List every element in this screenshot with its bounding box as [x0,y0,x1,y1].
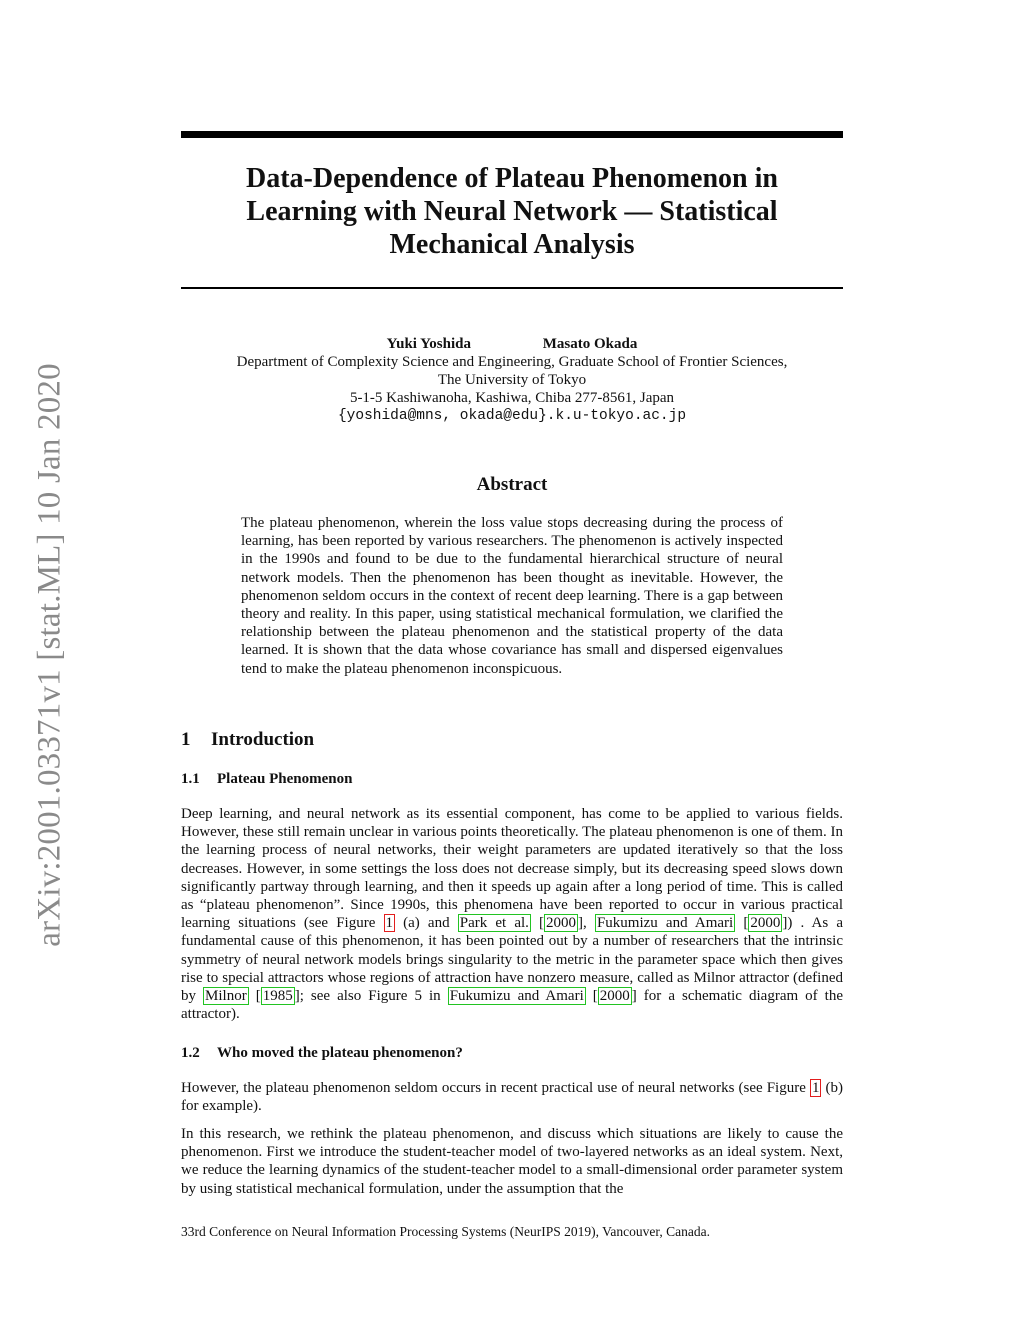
subsection-number: 1.2 [181,1045,200,1061]
citation-year-link[interactable]: 2000 [750,915,781,932]
intro-paragraph [181,805,843,1023]
title-line: Learning with Neural Network — Statistical [246,196,778,227]
subsection-heading [181,771,352,788]
title-line: Mechanical Analysis [389,229,635,260]
text-run: Deep learning, and neural network as its essential component, has come to be applied to various fields. However, these still remain unclear in various points theoretically. The plateau phenomenon is one of them. In the learning process of neural networks, their weight parameters are updated iteratively so that the loss decreases. However, in some settings the loss does not decrease simply, but its decreasing speed slows down significantly partway through learning, and then it speeds up again after a long period of time. This is called as “plateau phenomenon”. Since 1990s, this phenomena have been reported to occur in various practical learning situations (see Figure [181,806,843,932]
abstract-text: The plateau phenomenon, wherein the loss value stops decreasing during the process of learning, has been reported by various researchers. The phenomenon is actively inspected in the 1990s and found to be due to the fundamental hierarchical structure of neural network models. Then the phenomenon has been thought as inevitable. However, the phenomenon seldom occurs in the context of recent deep learning. There is a gap between theory and reality. In this paper, using statistical mechanical formulation, we clarified the relationship between the plateau phenomenon and the statistical property of the data learned. It is shown that the data whose covariance has small and dispersed eigenvalues tend to make the plateau phenomenon inconspicuous. [241,515,783,677]
author-names [181,335,843,353]
body-paragraph: In this research, we rethink the plateau phenomenon, and discuss which situations are likely to cause the phenomenon. First we introduce the student-teacher model of two-layered networks as an ideal system. Next, we reduce the learning dynamics of the student-teacher model to a small-dimensional order parameter system by using statistical mechanical formulation, under the assumption that the [181,1126,843,1197]
author-name: Yuki Yoshida [386,336,472,352]
author-block [181,335,843,425]
title-top-rule [181,131,843,138]
citation-link[interactable]: Milnor [205,988,247,1005]
title-bottom-rule [181,287,843,289]
text-run: [ [585,988,598,1005]
text-run: [ [735,915,749,932]
subsection-title: Who moved the plateau phenomenon? [217,1045,463,1061]
address: 5-1-5 Kashiwanoha, Kashiwa, Chiba 277-8561, Japan [349,390,675,406]
section-number: 1 [181,729,191,750]
citation-year-link[interactable]: 1985 [262,988,293,1005]
conference-footnote: 33rd Conference on Neural Information Processing Systems (NeurIPS 2019), Vancouver, Canada. [181,1224,710,1239]
title-line: Data-Dependence of Plateau Phenomenon in [246,163,778,194]
citation-link[interactable]: Fukumizu and Amari [449,988,584,1005]
citation-year-link[interactable]: 2000 [546,915,577,932]
text-run: (a) and [395,915,458,932]
text-run: (b) for example). [181,1080,843,1115]
abstract-heading: Abstract [476,474,548,495]
subsection-heading [181,1045,463,1062]
section-heading [181,729,314,751]
email[interactable]: {yoshida@mns, okada@edu}.k.u-tokyo.ac.jp [337,408,687,424]
text-run: However, the plateau phenomenon seldom occurs in recent practical use of neural networks (see Figure [181,1080,810,1096]
arxiv-identifier: arXiv:2001.03371v1 [stat.ML] 10 Jan 2020 [31,363,68,947]
affiliation: The University of Tokyo [437,372,587,388]
text-run: ], [578,915,595,932]
text-run: ]; see also Figure 5 in [294,988,448,1005]
text-run: [ [248,988,261,1005]
affiliation: Department of Complexity Science and Engineering, Graduate School of Frontier Sciences, [236,354,788,370]
subsection-title: Plateau Phenomenon [217,771,353,787]
text-run: ] for a schematic diagram of the attractor). [181,988,844,1023]
author-name: Masato Okada [542,336,638,352]
figure-link[interactable]: 1 [811,1080,820,1096]
citation-link[interactable]: Park et al. [459,915,529,932]
citation-year-link[interactable]: 2000 [599,988,630,1005]
text-run: ]) . As a fundamental cause of this phenomenon, it has been pointed out by a number of researchers that the intrinsic symmetry of neural network models brings singularity to the metric in the parameter space which then gives rise to special attractors whose regions of attraction have nonzero measure, called as Milnor attractor (defined by [181,915,843,1005]
citation-link[interactable]: Fukumizu and Amari [596,915,734,932]
figure-link[interactable]: 1 [385,915,394,932]
subsection-number: 1.1 [181,771,200,787]
paper-title [181,162,843,261]
body-paragraph [181,1079,843,1115]
section-title: Introduction [211,729,315,750]
text-run: [ [530,915,545,932]
